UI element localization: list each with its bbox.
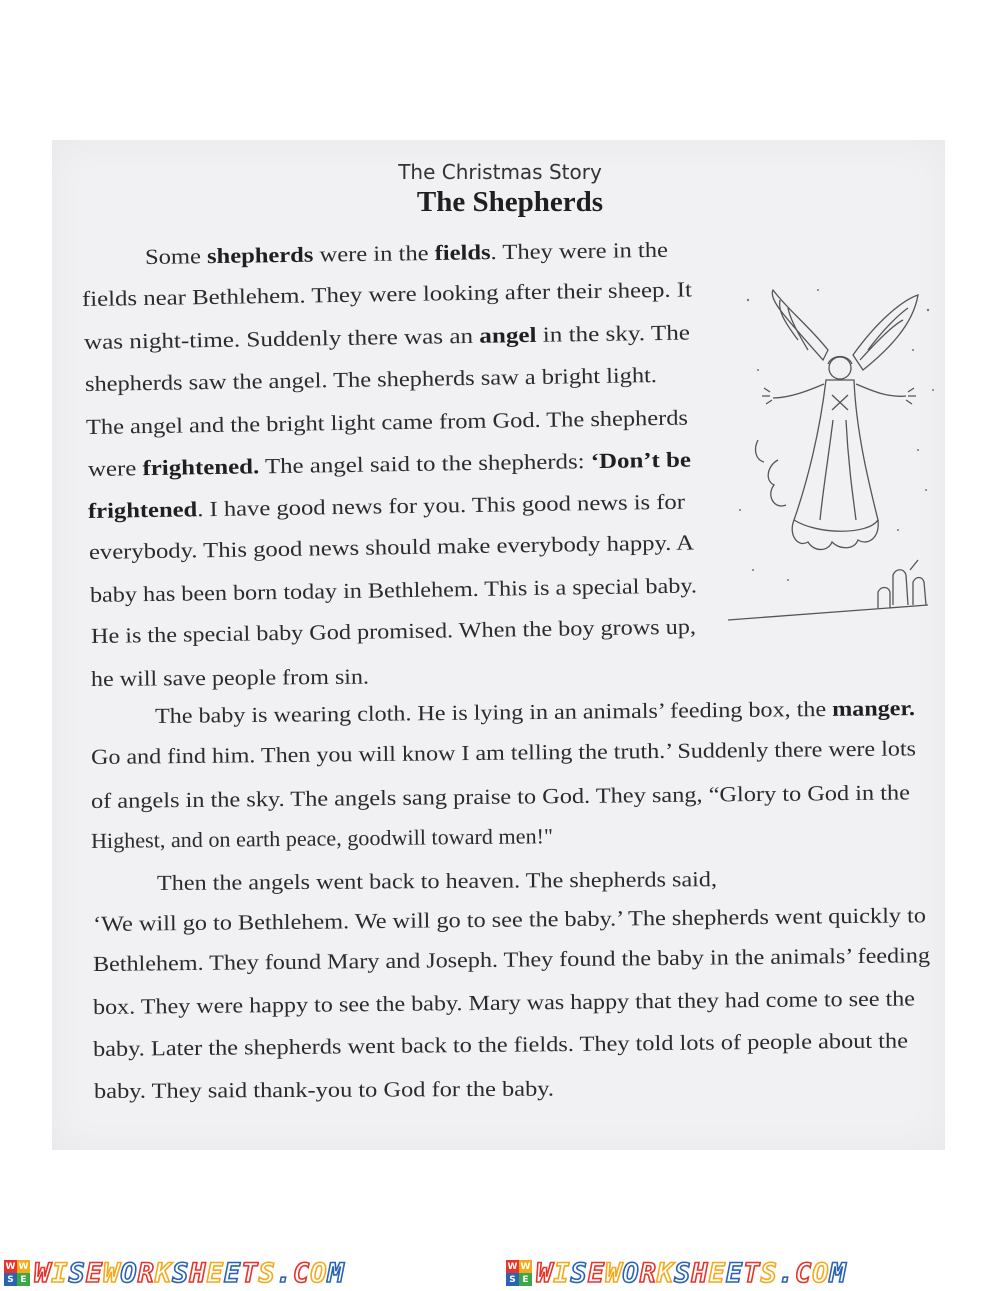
logo-tile: W bbox=[520, 1261, 531, 1272]
bold-word: frightened bbox=[87, 497, 198, 523]
story-title: The Shepherds bbox=[416, 186, 604, 218]
text-run: Then the angels went back to heaven. The shepherds said, bbox=[156, 867, 718, 895]
brand-text: WISEWORKSHEETS.COM bbox=[34, 1257, 345, 1289]
text-run: in the sky. The bbox=[536, 320, 691, 347]
text-run: Bethlehem. They found Mary and Joseph. They found the baby in the animals’ feeding bbox=[92, 943, 931, 976]
text-run: The angel said to the shepherds: bbox=[259, 449, 591, 479]
text-run: He is the special baby God promised. When the boy grows up, bbox=[90, 614, 697, 648]
text-run: . I have good news for you. This good news is for bbox=[197, 489, 686, 522]
logo-tile: S bbox=[4, 1273, 17, 1286]
text-run: were in the bbox=[313, 240, 435, 267]
angel-illustration bbox=[728, 280, 943, 630]
story-line bbox=[90, 664, 370, 691]
text-run: everybody. This good news should make everybody happy. A bbox=[88, 530, 695, 564]
text-run: baby has been born today in Bethlehem. This is a special baby. bbox=[89, 573, 698, 607]
text-run: . They were in the bbox=[490, 237, 669, 265]
bold-word: manger. bbox=[832, 696, 916, 721]
bold-word: fields bbox=[434, 240, 491, 265]
logo-tile: W bbox=[5, 1261, 16, 1272]
text-run: baby. They said thank-you to God for the baby. bbox=[93, 1076, 555, 1103]
watermark-footer bbox=[0, 1255, 1000, 1291]
text-run: shepherds saw the angel. The shepherds saw a bright light. bbox=[84, 363, 658, 396]
story-line bbox=[93, 1076, 555, 1103]
logo-tile: E bbox=[519, 1273, 532, 1286]
logo-tile: W bbox=[507, 1261, 518, 1272]
text-run: baby. Later the shepherds went back to the fields. They told lots of people about the bbox=[92, 1028, 909, 1061]
bold-word: ‘Don’t be bbox=[590, 447, 692, 474]
bold-word: angel bbox=[479, 322, 537, 348]
text-run: fields near Bethlehem. They were looking after their sheep. It bbox=[81, 277, 693, 311]
text-run: Go and find him. Then you will know I am telling the truth.’ Suddenly there were lots bbox=[90, 736, 917, 769]
watermark-brand bbox=[506, 1255, 847, 1291]
brand-logo bbox=[506, 1260, 532, 1286]
text-run: box. They were happy to see the baby. Mary was happy that they had come to see the bbox=[92, 986, 916, 1019]
story-line bbox=[91, 826, 553, 852]
text-run: was night-time. Suddenly there was an bbox=[83, 323, 480, 354]
text-run: Some bbox=[144, 244, 208, 269]
logo-tile: S bbox=[506, 1273, 519, 1286]
brand-text: WISEWORKSHEETS.COM bbox=[536, 1257, 847, 1289]
text-run: The baby is wearing cloth. He is lying in an animals’ feeding box, the bbox=[154, 696, 833, 728]
story-subtitle: The Christmas Story bbox=[398, 160, 602, 184]
bold-word: frightened. bbox=[142, 454, 260, 481]
text-run: The angel and the bright light came from God. The shepherds bbox=[85, 405, 689, 439]
story-line bbox=[157, 869, 717, 894]
logo-tile: W bbox=[18, 1261, 29, 1272]
text-run: Highest, and on earth peace, goodwill toward men!" bbox=[90, 824, 554, 853]
text-run: were bbox=[87, 456, 143, 481]
bold-word: shepherds bbox=[206, 242, 314, 269]
brand-logo bbox=[4, 1260, 30, 1286]
text-run: of angels in the sky. The angels sang praise to God. They sang, “Glory to God in the bbox=[90, 780, 911, 813]
watermark-brand bbox=[4, 1255, 345, 1291]
text-run: he will save people from sin. bbox=[90, 664, 370, 691]
text-run: ‘We will go to Bethlehem. We will go to see the baby.’ The shepherds went quickly to bbox=[92, 903, 927, 936]
logo-tile: E bbox=[17, 1273, 30, 1286]
